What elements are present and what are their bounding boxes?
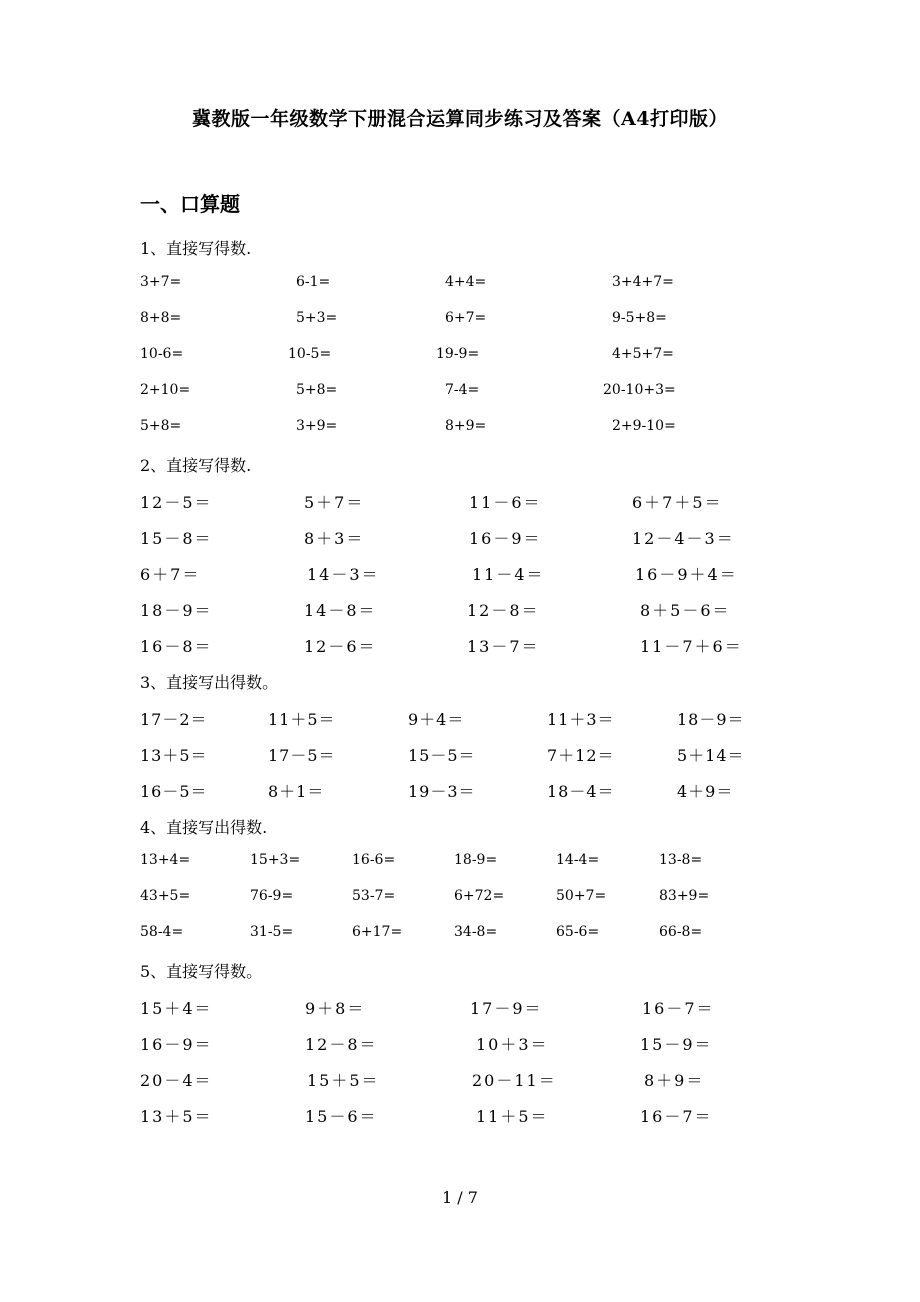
exercise-item: 15－8＝ (140, 529, 213, 548)
exercise-item: 2+10= (140, 382, 191, 398)
exercise-item: 13+4= (140, 852, 191, 868)
exercise-row (0, 526, 920, 552)
exercise-item: 19-9= (436, 346, 480, 362)
question-label: 2、直接写得数. (140, 456, 252, 475)
exercise-item: 5+8= (140, 418, 182, 434)
exercise-row (0, 634, 920, 660)
exercise-row (0, 779, 920, 805)
exercise-item: 6+72= (454, 888, 505, 904)
exercise-row (0, 996, 920, 1022)
exercise-item: 8＋5－6＝ (640, 601, 731, 620)
exercise-item: 31-5= (250, 924, 294, 940)
exercise-item: 10＋3＝ (476, 1035, 549, 1054)
exercise-row (0, 1032, 920, 1058)
exercise-item: 50+7= (556, 888, 607, 904)
exercise-row (0, 382, 920, 408)
exercise-row (0, 1068, 920, 1094)
exercise-item: 14－8＝ (304, 601, 377, 620)
exercise-item: 16－7＝ (642, 999, 715, 1018)
exercise-row (0, 346, 920, 372)
exercise-item: 5+8= (296, 382, 338, 398)
page-number: 1 / 7 (442, 1188, 478, 1207)
exercise-item: 12－5＝ (140, 493, 213, 512)
exercise-item: 12－6＝ (304, 637, 377, 656)
exercise-item: 13-8= (659, 852, 703, 868)
exercise-item: 17－2＝ (140, 710, 208, 729)
exercise-item: 4+4= (445, 274, 487, 290)
exercise-item: 76-9= (250, 888, 294, 904)
exercise-item: 16－9＝ (469, 529, 542, 548)
exercise-item: 83+9= (659, 888, 710, 904)
exercise-item: 7＋12＝ (547, 746, 615, 765)
exercise-row (0, 562, 920, 588)
exercise-item: 6＋7＝ (140, 565, 201, 584)
exercise-item: 34-8= (454, 924, 498, 940)
exercise-item: 15－6＝ (305, 1107, 378, 1126)
exercise-item: 13＋5＝ (140, 746, 208, 765)
exercise-item: 8+8= (140, 310, 182, 326)
exercise-item: 20-10+3= (603, 382, 676, 398)
exercise-item: 18-9= (454, 852, 498, 868)
exercise-item: 11＋3＝ (547, 710, 615, 729)
exercise-item: 13－7＝ (467, 637, 540, 656)
exercise-item: 4+5+7= (612, 346, 674, 362)
exercise-row (0, 852, 920, 878)
exercise-item: 15+3= (250, 852, 301, 868)
exercise-item: 18－9＝ (140, 601, 213, 620)
exercise-item: 17－5＝ (268, 746, 336, 765)
question-label: 1、直接写得数. (140, 239, 252, 258)
exercise-item: 5＋7＝ (304, 493, 365, 512)
exercise-item: 65-6= (556, 924, 600, 940)
exercise-item: 16－8＝ (140, 637, 213, 656)
exercise-row (0, 598, 920, 624)
question-label: 3、直接写出得数。 (140, 673, 279, 692)
exercise-item: 11－7＋6＝ (640, 637, 743, 656)
exercise-row (0, 743, 920, 769)
section-heading: 一、口算题 (140, 192, 240, 216)
exercise-item: 16－9＋4＝ (635, 565, 738, 584)
exercise-item: 7-4= (445, 382, 480, 398)
exercise-item: 43+5= (140, 888, 191, 904)
exercise-item: 16-6= (352, 852, 396, 868)
exercise-item: 8＋1＝ (268, 782, 325, 801)
exercise-item: 16－5＝ (140, 782, 208, 801)
exercise-item: 3+7= (140, 274, 182, 290)
exercise-item: 15－5＝ (408, 746, 476, 765)
exercise-item: 9-5+8= (612, 310, 667, 326)
exercise-row (0, 310, 920, 336)
exercise-item: 15－9＝ (640, 1035, 713, 1054)
exercise-item: 17－9＝ (470, 999, 543, 1018)
exercise-item: 15＋5＝ (307, 1071, 380, 1090)
exercise-item: 11＋5＝ (268, 710, 336, 729)
exercise-row (0, 888, 920, 914)
question-label: 5、直接写得数。 (140, 962, 263, 981)
exercise-row (0, 1104, 920, 1130)
exercise-item: 19－3＝ (408, 782, 476, 801)
exercise-item: 14-4= (556, 852, 600, 868)
question-label: 4、直接写出得数. (140, 818, 268, 837)
exercise-item: 11＋5＝ (476, 1107, 549, 1126)
exercise-item: 12－4－3＝ (632, 529, 735, 548)
exercise-item: 14－3＝ (307, 565, 380, 584)
exercise-item: 58-4= (140, 924, 184, 940)
exercise-item: 5＋14＝ (677, 746, 745, 765)
exercise-item: 11－4＝ (472, 565, 545, 584)
exercise-item: 5+3= (296, 310, 338, 326)
exercise-item: 8+9= (445, 418, 487, 434)
exercise-item: 2+9-10= (612, 418, 676, 434)
exercise-item: 4＋9＝ (677, 782, 734, 801)
page-title: 冀教版一年级数学下册混合运算同步练习及答案（A4打印版） (192, 108, 728, 130)
exercise-item: 16－7＝ (640, 1107, 713, 1126)
exercise-item: 10-6= (140, 346, 184, 362)
exercise-item: 8＋3＝ (304, 529, 365, 548)
exercise-item: 12－8＝ (305, 1035, 378, 1054)
exercise-item: 6-1= (296, 274, 331, 290)
exercise-item: 16－9＝ (140, 1035, 213, 1054)
exercise-row (0, 490, 920, 516)
exercise-row (0, 418, 920, 444)
exercise-item: 3+4+7= (612, 274, 674, 290)
exercise-item: 11－6＝ (469, 493, 542, 512)
exercise-item: 6+7= (445, 310, 487, 326)
exercise-item: 12－8＝ (467, 601, 540, 620)
exercise-row (0, 924, 920, 950)
exercise-item: 8＋9＝ (644, 1071, 705, 1090)
exercise-item: 9＋8＝ (305, 999, 366, 1018)
exercise-item: 18－9＝ (677, 710, 745, 729)
exercise-item: 18－4＝ (547, 782, 615, 801)
exercise-row (0, 274, 920, 300)
exercise-item: 53-7= (352, 888, 396, 904)
exercise-item: 3+9= (296, 418, 338, 434)
exercise-item: 10-5= (288, 346, 332, 362)
exercise-item: 15＋4＝ (140, 999, 213, 1018)
exercise-item: 20－4＝ (140, 1071, 213, 1090)
exercise-item: 66-8= (659, 924, 703, 940)
exercise-item: 6＋7＋5＝ (632, 493, 723, 512)
exercise-item: 9＋4＝ (408, 710, 465, 729)
exercise-item: 20－11＝ (472, 1071, 557, 1090)
exercise-item: 6+17= (352, 924, 403, 940)
exercise-row (0, 707, 920, 733)
exercise-item: 13＋5＝ (140, 1107, 213, 1126)
